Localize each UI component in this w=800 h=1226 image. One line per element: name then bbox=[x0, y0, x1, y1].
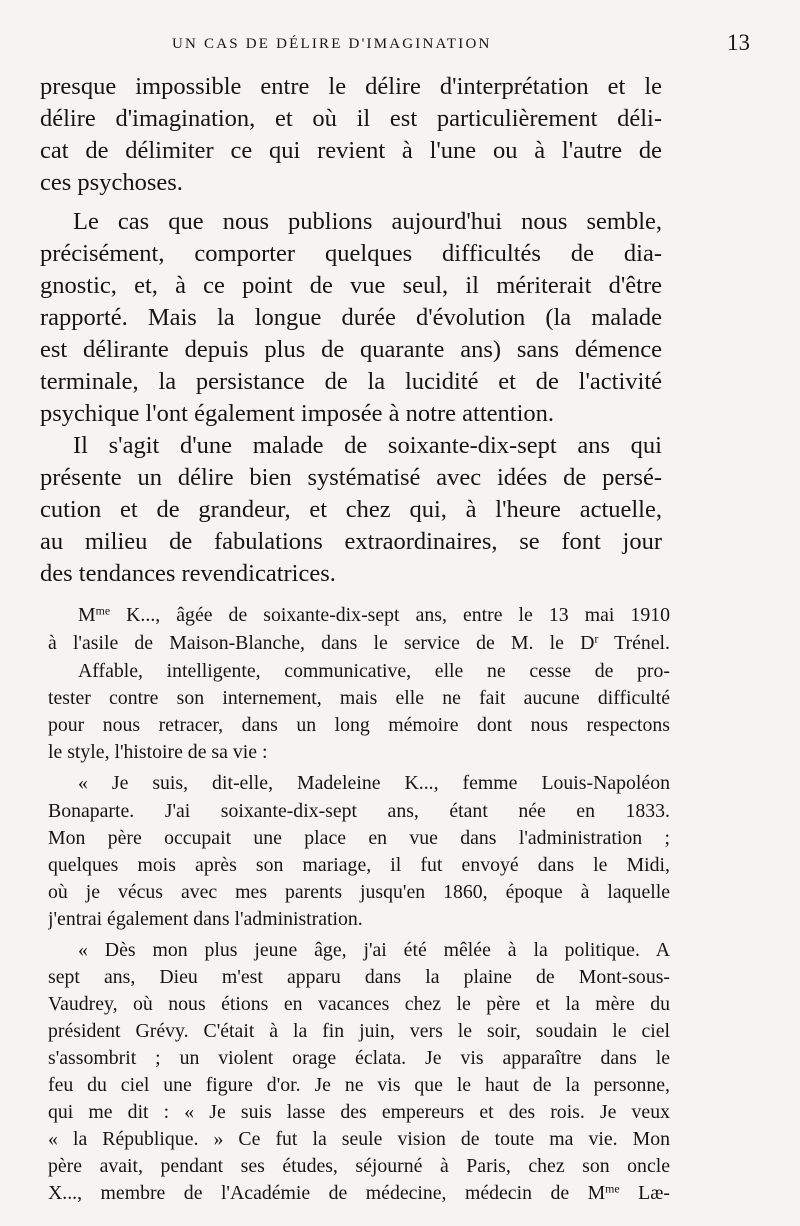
running-head bbox=[40, 30, 750, 62]
quote-line: X..., membre de l'Académie de médecine, médecin de $M^{me}$ Læ- bbox=[48, 1182, 670, 1204]
quote-line: « Je suis, dit-elle, Madeleine K..., femme Louis-Napoléon bbox=[78, 772, 670, 794]
text-line: Affable, intelligente, communicative, elle ne cesse de pro- bbox=[78, 660, 670, 682]
text-line: au milieu de fabulations extraordinaires, se font jour bbox=[40, 528, 662, 555]
text-line: psychique l'ont également imposée à notre attention. bbox=[40, 400, 554, 427]
quote-line: quelques mois après son mariage, il fut envoyé dans le Midi, bbox=[48, 854, 670, 876]
text-line: rapporté. Mais la longue durée d'évolution (la malade bbox=[40, 304, 662, 331]
text-line: presque impossible entre le délire d'interprétation et le bbox=[40, 73, 662, 100]
text-line: le style, l'histoire de sa vie : bbox=[48, 741, 268, 763]
quote-line: Vaudrey, où nous étions en vacances chez le père et la mère du bbox=[48, 993, 670, 1015]
text-line: gnostic, et, à ce point de vue seul, il mériterait d'être bbox=[40, 272, 662, 299]
quote-line: Bonaparte. J'ai soixante-dix-sept ans, étant née en 1833. bbox=[48, 800, 670, 822]
page-number: 13 bbox=[727, 30, 750, 55]
quote-line: qui me dit : « Je suis lasse des empereurs et des rois. Je veux bbox=[48, 1101, 670, 1123]
running-title: UN CAS DE DÉLIRE D'IMAGINATION bbox=[172, 36, 492, 52]
text-line: tester contre son internement, mais elle ne fait aucune difficulté bbox=[48, 687, 670, 709]
text-line: cution et de grandeur, et chez qui, à l'heure actuelle, bbox=[40, 496, 662, 523]
quote-line: sept ans, Dieu m'est apparu dans la plaine de Mont-sous- bbox=[48, 966, 670, 988]
text-line: pour nous retracer, dans un long mémoire dont nous respectons bbox=[48, 714, 670, 736]
quote-line: où je vécus avec mes parents jusqu'en 1860, époque à laquelle bbox=[48, 881, 670, 903]
quote-line: « la République. » Ce fut la seule vision de toute ma vie. Mon bbox=[48, 1128, 670, 1150]
text-line: cat de délimiter ce qui revient à l'une ou à l'autre de bbox=[40, 137, 662, 164]
text-line: des tendances revendicatrices. bbox=[40, 560, 336, 587]
text-line: délire d'imagination, et où il est particulièrement déli- bbox=[40, 105, 662, 132]
text-line: présente un délire bien systématisé avec idées de persé- bbox=[40, 464, 662, 491]
quote-line: Mon père occupait une place en vue dans l'administration ; bbox=[48, 827, 670, 849]
case-intro-line: à l'asile de Maison-Blanche, dans le service de M. le $D^r$ Trénel. bbox=[48, 632, 670, 654]
quote-line: j'entrai également dans l'administration. bbox=[48, 908, 363, 930]
text-line: terminale, la persistance de la lucidité et de l'activité bbox=[40, 368, 662, 395]
case-intro-line: $M^{me}$ K..., âgée de soixante-dix-sept ans, entre le 13 mai 1910 bbox=[78, 604, 670, 626]
quote-line: père avait, pendant ses études, séjourné à Paris, chez son oncle bbox=[48, 1155, 670, 1177]
paragraph-first-line: Le cas que nous publions aujourd'hui nous semble, bbox=[73, 208, 662, 235]
text-line: précisément, comporter quelques difficultés de dia- bbox=[40, 240, 662, 267]
text-line: ces psychoses. bbox=[40, 169, 183, 196]
text-line: est délirante depuis plus de quarante ans) sans démence bbox=[40, 336, 662, 363]
quote-line: s'assombrit ; un violent orage éclata. Je vis apparaître dans le bbox=[48, 1047, 670, 1069]
quote-line: « Dès mon plus jeune âge, j'ai été mêlée à la politique. A bbox=[78, 939, 670, 961]
quote-line: président Grévy. C'était à la fin juin, vers le soir, soudain le ciel bbox=[48, 1020, 670, 1042]
quote-line: feu du ciel une figure d'or. Je ne vis que le haut de la personne, bbox=[48, 1074, 670, 1096]
paragraph-first-line: Il s'agit d'une malade de soixante-dix-sept ans qui bbox=[73, 432, 662, 459]
